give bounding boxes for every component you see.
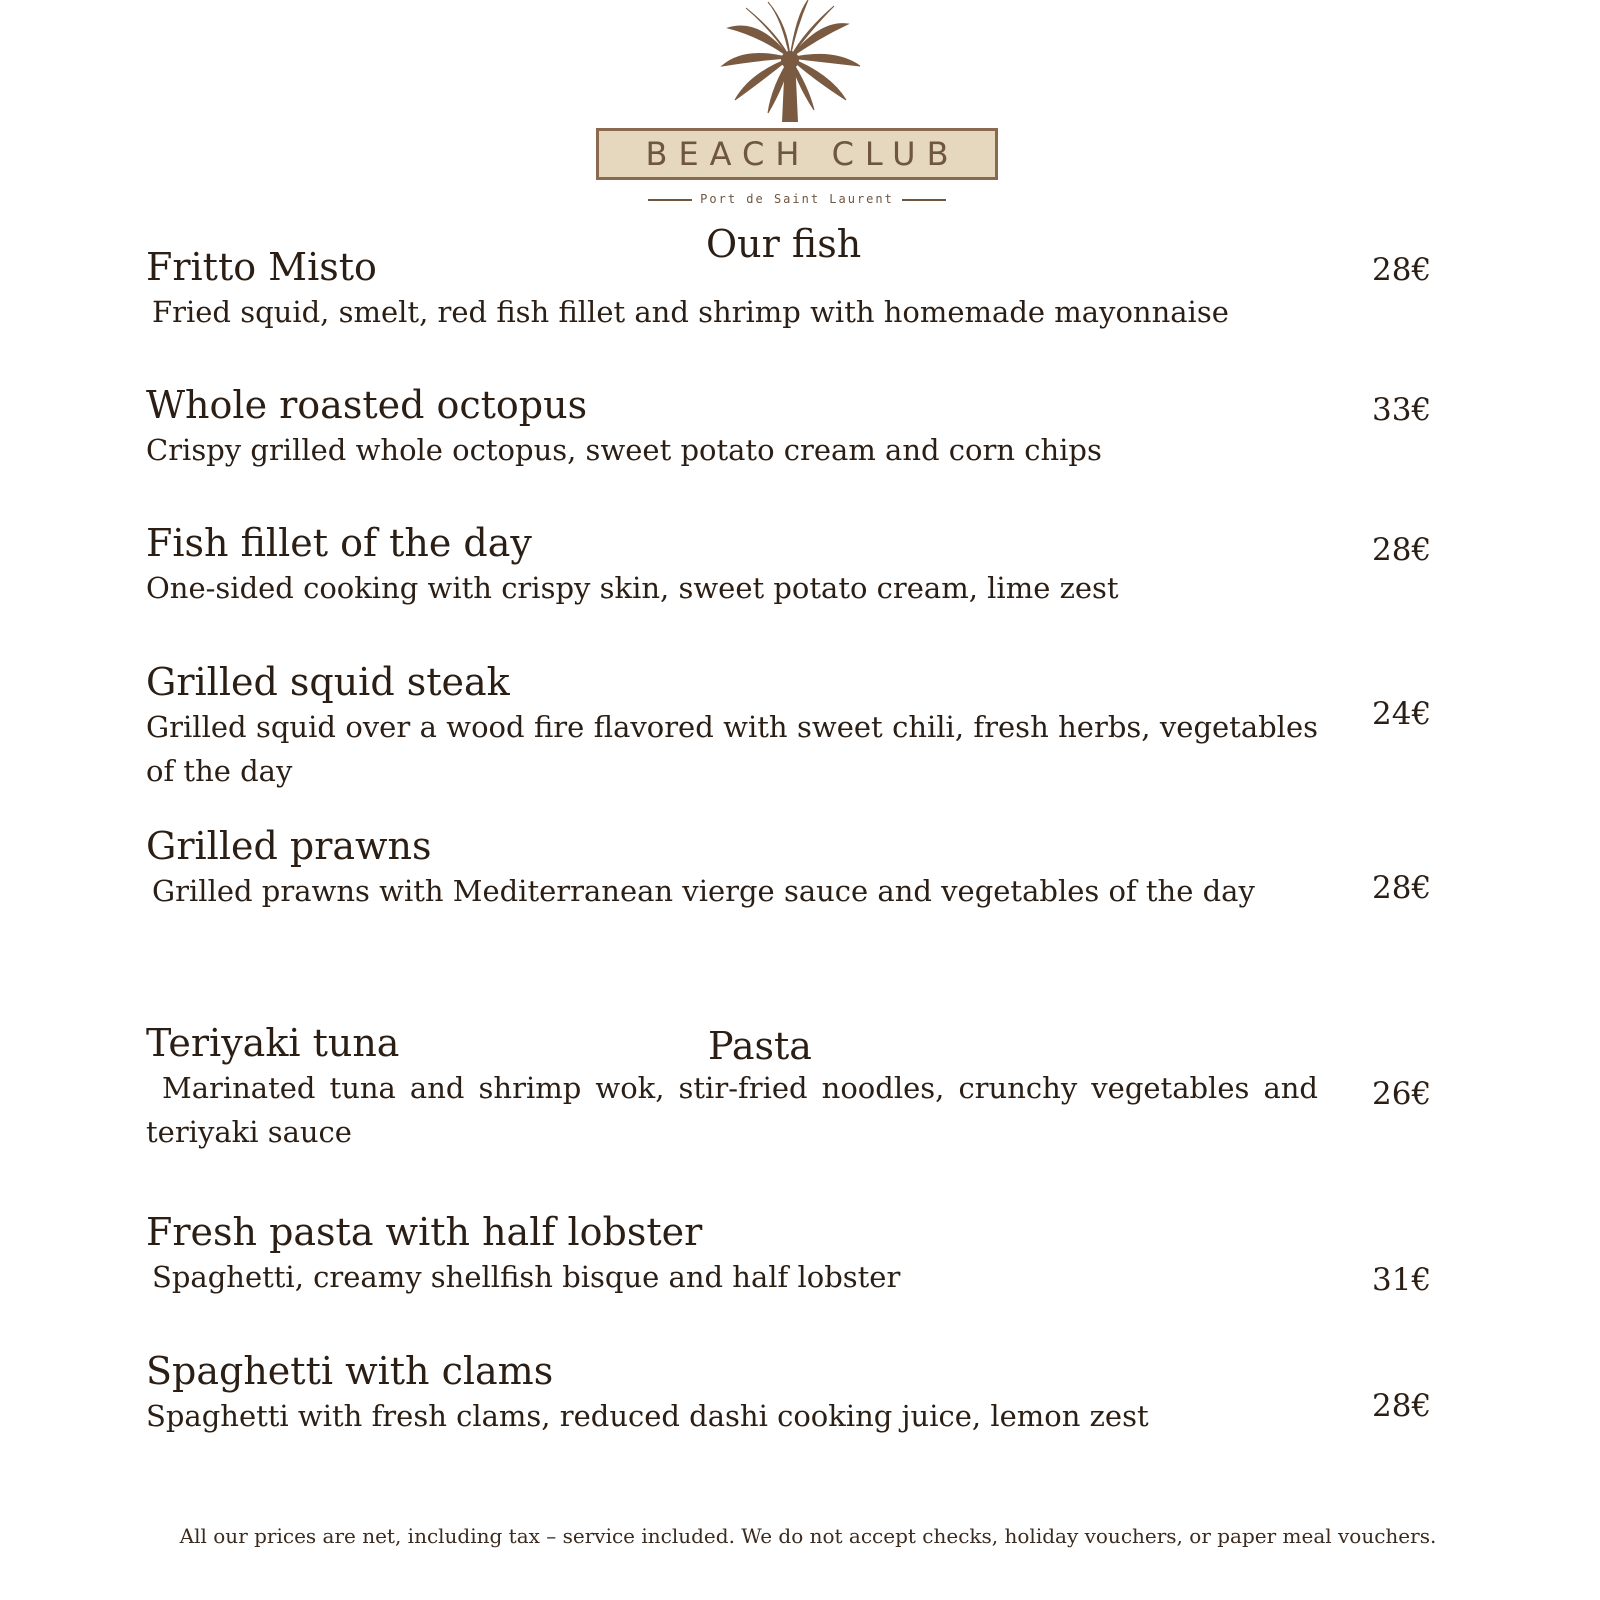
item-name: Whole roasted octopus <box>146 383 588 427</box>
item-price: 28€ <box>1372 252 1432 288</box>
item-description: Fried squid, smelt, red fish fillet and shrimp with homemade mayonnaise <box>152 295 1229 329</box>
item-price: 28€ <box>1372 870 1432 906</box>
menu-item-spaghetti-clams <box>146 1348 1446 1438</box>
item-name: Fritto Misto <box>146 245 377 289</box>
item-price: 24€ <box>1372 696 1432 732</box>
palm-tree-icon <box>580 0 1020 130</box>
footer-note: All our prices are net, including tax – service included. We do not accept checks, holiday vouchers, or paper meal vouchers. <box>179 1524 1437 1548</box>
divider <box>902 199 946 201</box>
item-price: 28€ <box>1372 532 1432 568</box>
item-price: 31€ <box>1372 1262 1432 1298</box>
logo-subtitle-row <box>580 192 1014 206</box>
menu-item-teriyaki-tuna <box>146 1020 1446 1154</box>
item-price: 26€ <box>1372 1076 1432 1112</box>
item-name: Fresh pasta with half lobster <box>146 1210 703 1254</box>
menu-item-fritto-misto <box>146 244 1446 334</box>
item-name: Grilled prawns <box>146 824 432 868</box>
logo-name: BEACH CLUB <box>645 135 960 173</box>
item-description: Spaghetti, creamy shellfish bisque and half lobster <box>152 1260 901 1294</box>
item-description: Grilled squid over a wood fire flavored with sweet chili, fresh herbs, vegetables of the day <box>146 710 1318 788</box>
item-description: Crispy grilled whole octopus, sweet potato cream and corn chips <box>146 433 1102 467</box>
section-title-fish: Our fish <box>706 222 862 266</box>
logo-subtitle: Port de Saint Laurent <box>700 192 894 206</box>
item-price: 33€ <box>1372 392 1432 428</box>
divider <box>648 199 692 201</box>
menu-item-fresh-pasta-half-lobster <box>146 1209 1446 1299</box>
item-name: Fish fillet of the day <box>146 521 532 565</box>
item-name: Spaghetti with clams <box>146 1349 554 1393</box>
menu-item-whole-roasted-octopus <box>146 382 1446 472</box>
item-name: Teriyaki tuna <box>146 1021 400 1065</box>
item-name: Grilled squid steak <box>146 660 510 704</box>
beach-club-logo <box>580 0 1020 220</box>
section-title-pasta: Pasta <box>708 1024 812 1068</box>
item-description: Spaghetti with fresh clams, reduced dashi cooking juice, lemon zest <box>146 1399 1149 1433</box>
item-price: 28€ <box>1372 1388 1432 1424</box>
item-description: One-sided cooking with crispy skin, sweet potato cream, lime zest <box>146 571 1119 605</box>
menu-item-grilled-squid-steak <box>146 659 1446 793</box>
item-description: Marinated tuna and shrimp wok, stir-fried noodles, crunchy vegetables and teriyaki sauce <box>146 1071 1318 1149</box>
item-description: Grilled prawns with Mediterranean vierge sauce and vegetables of the day <box>152 874 1255 908</box>
menu-item-grilled-prawns <box>146 823 1446 913</box>
logo-plaque <box>596 128 998 180</box>
menu-item-fish-fillet <box>146 520 1446 610</box>
